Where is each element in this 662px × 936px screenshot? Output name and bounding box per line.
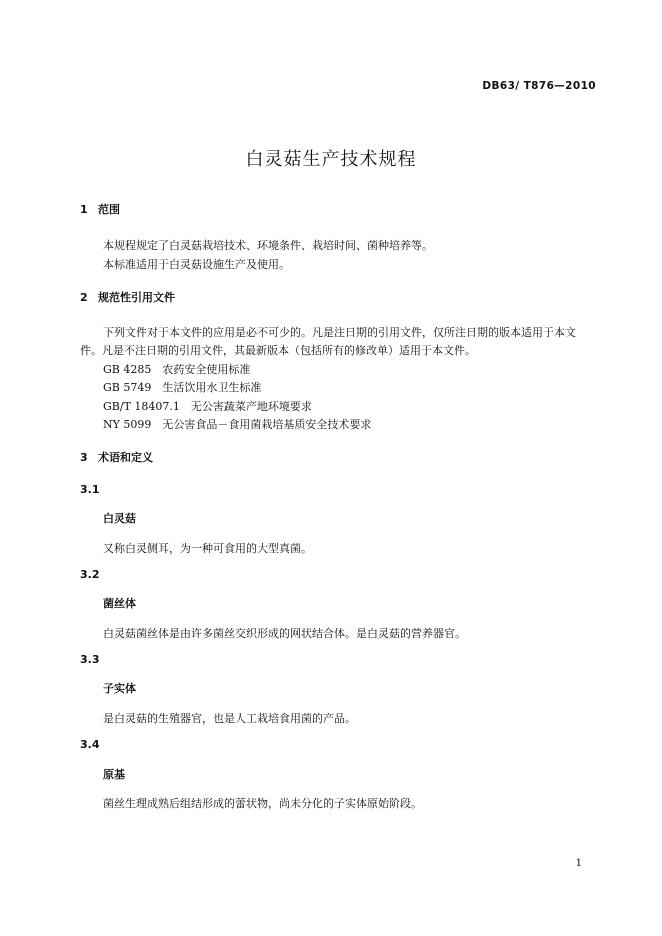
section-number: 2	[80, 291, 88, 304]
term-number: 3.3	[80, 653, 100, 666]
term-definition: 菌丝生理成熟后组结形成的蕾状物，尚未分化的子实体原始阶段。	[103, 797, 422, 810]
reference-item: GB/T 18407.1 无公害蔬菜产地环境要求	[103, 400, 312, 413]
term-name: 子实体	[103, 682, 136, 695]
paragraph-continuation: 件。凡是不注日期的引用文件，其最新版本（包括所有的修改单）适用于本文件。	[80, 344, 476, 357]
term-name: 菌丝体	[103, 597, 136, 610]
section-number: 3	[80, 451, 88, 464]
term-name: 白灵菇	[103, 512, 136, 525]
section-title: 术语和定义	[98, 451, 153, 464]
term-number: 3.1	[80, 483, 100, 496]
document-title: 白灵菇生产技术规程	[245, 149, 417, 170]
page-number: 1	[575, 858, 582, 869]
reference-item: GB 4285 农药安全使用标准	[103, 363, 251, 376]
section-title: 规范性引用文件	[98, 291, 175, 304]
section-3-heading	[80, 449, 153, 465]
term-number: 3.4	[80, 738, 100, 751]
term-name: 原基	[103, 768, 125, 781]
term-definition: 又称白灵侧耳，为一种可食用的大型真菌。	[103, 542, 312, 555]
section-number: 1	[80, 203, 88, 216]
term-definition: 是白灵菇的生殖器官，也是人工栽培食用菌的产品。	[103, 712, 356, 725]
section-1-heading	[80, 201, 120, 217]
section-title: 范围	[98, 203, 120, 216]
reference-item: NY 5099 无公害食品－食用菌栽培基质安全技术要求	[103, 418, 372, 431]
term-number: 3.2	[80, 568, 100, 581]
paragraph: 下列文件对于本文件的应用是必不可少的。凡是注日期的引用文件，仅所注日期的版本适用于本文	[103, 326, 576, 339]
term-definition: 白灵菇菌丝体是由许多菌丝交织形成的网状结合体。是白灵菇的营养器官。	[103, 627, 466, 640]
reference-item: GB 5749 生活饮用水卫生标准	[103, 381, 262, 394]
standard-code: DB63/ T876—2010	[482, 80, 596, 92]
section-2-heading	[80, 289, 175, 305]
paragraph: 本规程规定了白灵菇栽培技术、环境条件、栽培时间、菌种培养等。	[103, 239, 433, 252]
paragraph: 本标准适用于白灵菇设施生产及使用。	[103, 258, 290, 271]
